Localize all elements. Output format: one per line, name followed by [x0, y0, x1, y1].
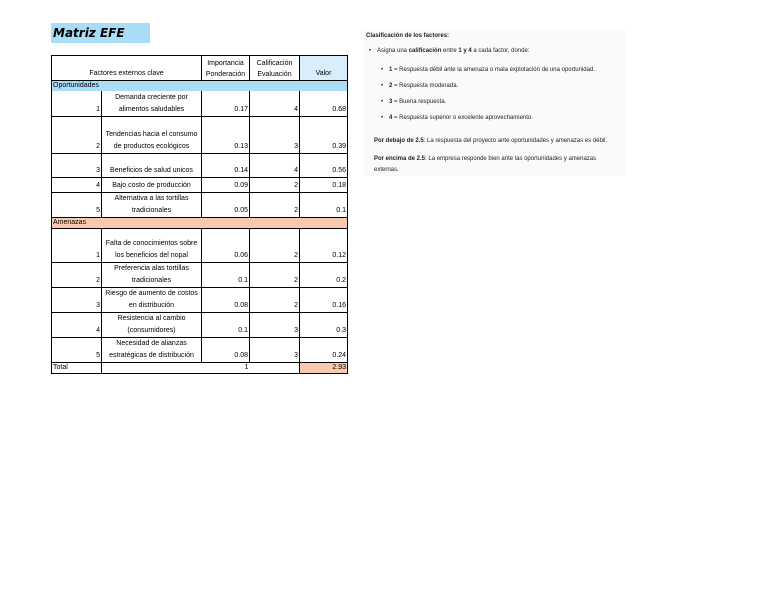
header-weight-line2: Ponderación: [205, 71, 246, 78]
table-row: [52, 229, 348, 263]
header-value: Valor: [300, 56, 348, 81]
total-label: Total: [52, 363, 102, 374]
table-row: [52, 288, 348, 313]
value-cell: 0.39: [300, 117, 348, 154]
weight-cell: 0.14: [202, 154, 250, 178]
total-value: 2.93: [300, 363, 348, 374]
scale-text: = Respuesta superior o excelente aprovechamiento.: [392, 115, 533, 121]
below-label: Por debajo de 2.5: [374, 138, 424, 144]
factor-cell: Alternativa a las tortillas tradicionales: [102, 193, 202, 218]
row-number: 4: [52, 313, 102, 338]
value-cell: 0.2: [300, 263, 348, 288]
weight-cell: 0.13: [202, 117, 250, 154]
weight-cell: 0.1: [202, 263, 250, 288]
sheet-title: Matriz EFE: [51, 23, 150, 43]
factor-cell: Preferencia alas tortillas tradicionales: [102, 263, 202, 288]
weight-cell: 0.17: [202, 91, 250, 117]
rating-cell: 2: [250, 193, 300, 218]
table-row: [52, 178, 348, 193]
factor-cell: Falta de conocimientos sobre los beneficios del nopal: [102, 229, 202, 263]
weight-cell: 0.05: [202, 193, 250, 218]
intro-mid: entre: [441, 48, 459, 54]
rating-cell: 3: [250, 313, 300, 338]
section-label: Amenazas: [52, 218, 348, 229]
header-rating-line1: Calificación: [256, 60, 293, 67]
value-cell: 0.12: [300, 229, 348, 263]
weight-cell: 0.08: [202, 288, 250, 313]
row-number: 2: [52, 117, 102, 154]
above-text: : La empresa responde bien ante las oportunidades y amenazas externas.: [374, 156, 597, 173]
table-row: [52, 338, 348, 363]
rating-cell: 4: [250, 154, 300, 178]
factor-cell: Tendencias hacia el consumo de productos ecológicos: [102, 117, 202, 154]
table-row: [52, 263, 348, 288]
rating-cell: 2: [250, 288, 300, 313]
row-number: 5: [52, 193, 102, 218]
scale-item: [381, 67, 595, 73]
rating-cell: 2: [250, 229, 300, 263]
bullet-icon: •: [381, 115, 384, 121]
scale-item: [381, 83, 458, 89]
scale-key: 3: [389, 99, 393, 105]
total-weight: [102, 363, 202, 374]
row-number: 2: [52, 263, 102, 288]
section-threats: [52, 218, 348, 229]
table-row: [52, 154, 348, 178]
scale-key: 4: [389, 115, 393, 121]
factor-cell: Riesgo de aumento de costos en distribución: [102, 288, 202, 313]
rating-cell: 2: [250, 178, 300, 193]
note-above-threshold: [374, 154, 619, 176]
row-number: 3: [52, 154, 102, 178]
scale-text: = Respuesta débil ante la amenaza o mala explotación de una oportunidad.: [392, 67, 595, 73]
value-cell: 0.18: [300, 178, 348, 193]
table-row: [52, 313, 348, 338]
row-number: 5: [52, 338, 102, 363]
factor-cell: Demanda creciente por alimentos saludables: [102, 91, 202, 117]
rating-notes-panel: [364, 30, 626, 176]
rating-cell: 2: [250, 263, 300, 288]
note-below-threshold: [374, 138, 607, 144]
notes-intro: [369, 48, 529, 54]
value-cell: 0.56: [300, 154, 348, 178]
bullet-icon: •: [381, 67, 384, 73]
factor-cell: Resistencia al cambio (consumidores): [102, 313, 202, 338]
weight-cell: 0.06: [202, 229, 250, 263]
header-weight: [202, 56, 250, 81]
weight-cell: 0.08: [202, 338, 250, 363]
bullet-icon: •: [381, 83, 384, 89]
row-number: 1: [52, 91, 102, 117]
intro-post: a cada factor, donde:: [471, 48, 530, 54]
bullet-icon: •: [381, 99, 384, 105]
total-row: [52, 363, 348, 374]
factor-cell: Bajo costo de producción: [102, 178, 202, 193]
value-cell: 0.16: [300, 288, 348, 313]
table-row: [52, 91, 348, 117]
intro-bold-rating: calificación: [408, 48, 442, 54]
intro-bold-range: 1 y 4: [458, 48, 472, 54]
weight-cell: 0.09: [202, 178, 250, 193]
header-factors: Factores externos clave: [52, 56, 202, 81]
rating-cell: 3: [250, 338, 300, 363]
total-weight-value: 1: [202, 363, 250, 374]
row-number: 3: [52, 288, 102, 313]
value-cell: 0.24: [300, 338, 348, 363]
efe-matrix-table: [51, 55, 348, 374]
scale-key: 1: [389, 67, 393, 73]
weight-cell: 0.1: [202, 313, 250, 338]
scale-key: 2: [389, 83, 393, 89]
notes-heading: Clasificación de los factores:: [366, 33, 450, 39]
rating-cell: 4: [250, 91, 300, 117]
below-text: : La respuesta del proyecto ante oportunidades y amenazas es débil.: [423, 138, 608, 144]
header-weight-line1: Importancia: [207, 60, 244, 67]
scale-item: [381, 115, 533, 121]
table-header-row: [52, 56, 348, 81]
factor-cell: Necesidad de alianzas estratégicas de distribución: [102, 338, 202, 363]
factor-cell: Beneficios de salud unicos: [102, 154, 202, 178]
section-label: Oportunidades: [52, 81, 348, 92]
row-number: 4: [52, 178, 102, 193]
intro-pre: Asigna una: [377, 48, 409, 54]
row-number: 1: [52, 229, 102, 263]
table-row: [52, 117, 348, 154]
scale-text: = Buena respuesta.: [392, 99, 447, 105]
header-rating: [250, 56, 300, 81]
value-cell: 0.68: [300, 91, 348, 117]
scale-item: [381, 99, 446, 105]
section-opportunities: [52, 81, 348, 92]
header-rating-line2: Evaluación: [257, 71, 292, 78]
above-label: Por encima de 2.5: [374, 156, 426, 162]
value-cell: 0.3: [300, 313, 348, 338]
scale-text: = Respuesta moderada.: [392, 83, 459, 89]
rating-cell: 3: [250, 117, 300, 154]
bullet-icon: •: [369, 48, 372, 54]
value-cell: 0.1: [300, 193, 348, 218]
total-rating: [250, 363, 300, 374]
table-row: [52, 193, 348, 218]
